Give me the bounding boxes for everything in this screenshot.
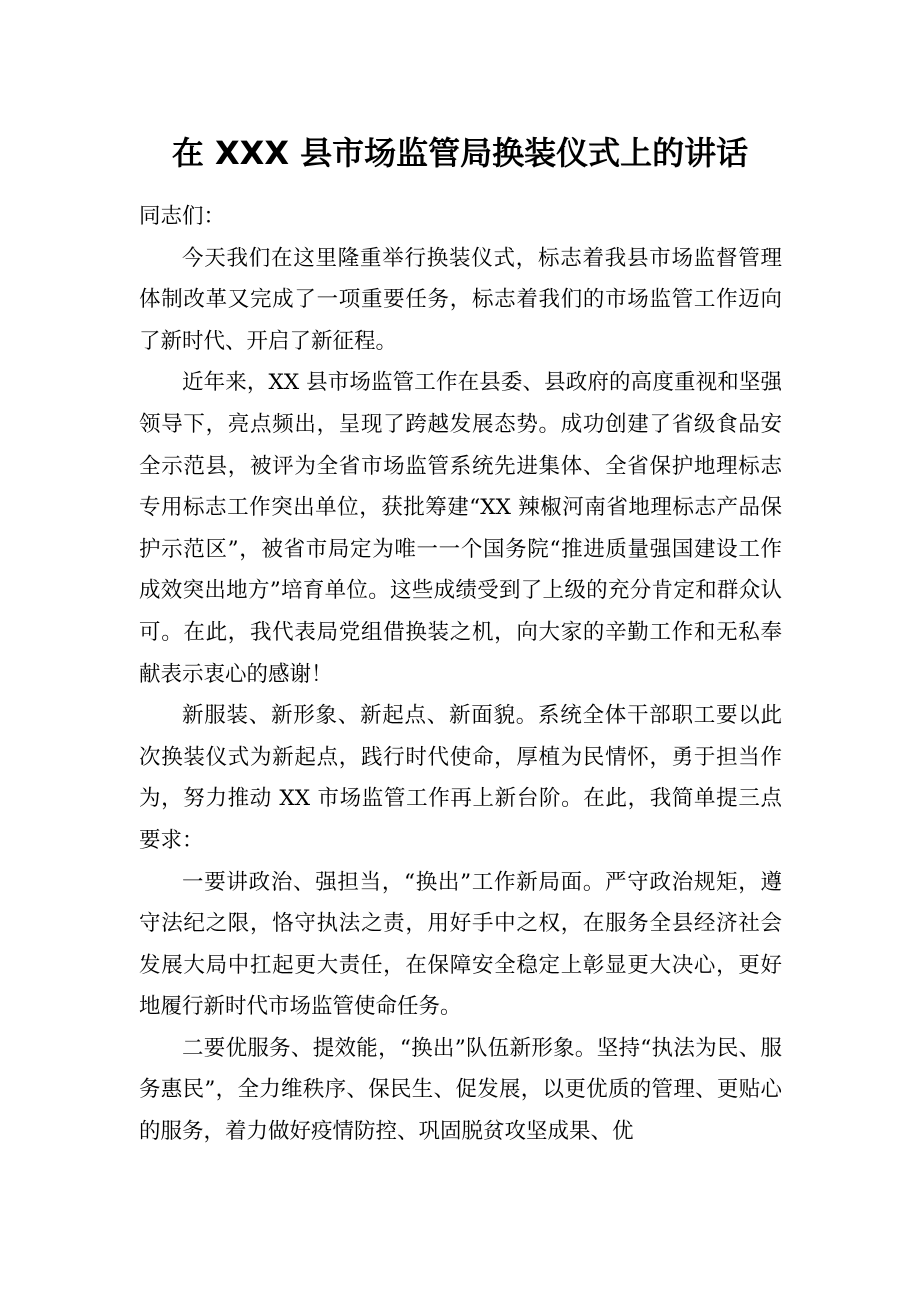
paragraph-5: 二要优服务、提效能，“换出”队伍新形象。坚持“执法为民、服务惠民”，全力维秩序、保民生、促发展，以更优质的管理、更贴心的服务，着力做好疫情防控、巩固脱贫攻坚成果、优 <box>139 1035 782 1145</box>
paragraph-1: 今天我们在这里隆重举行换装仪式，标志着我县市场监督管理体制改革又完成了一项重要任务，标志着我们的市场监管工作迈向了新时代、开启了新征程。 <box>139 245 782 354</box>
paragraph-2: 近年来，XX 县市场监管工作在县委、县政府的高度重视和坚强领导下，亮点频出，呈现了跨越发展态势。成功创建了省级食品安全示范县，被评为全省市场监管系统先进集体、全省保护地理标志专用标志工作突出单位，获批筹建“XX 辣椒河南省地理标志产品保护示范区”，被省市局定为唯一一个国务院“推进质量强国建设工作成效突出地方”培育单位。这些成绩受到了上级的充分肯定和群众认可。在此，我代表局党组借换装之机，向大家的辛勤工作和无私奉献表示衷心的感谢！ <box>139 370 782 687</box>
paragraph-4: 一要讲政治、强担当，“换出”工作新局面。严守政治规矩，遵守法纪之限，恪守执法之责，用好手中之权，在服务全县经济社会发展大局中扛起更大责任，在保障安全稳定上彰显更大决心，更好地履行新时代市场监管使命任务。 <box>139 869 782 1020</box>
salutation: 同志们： <box>139 204 226 229</box>
paragraph-3: 新服装、新形象、新起点、新面貌。系统全体干部职工要以此次换装仪式为新起点，践行时代使命，厚植为民情怀，勇于担当作为，努力推动 XX 市场监管工作再上新台阶。在此，我简单提三点要求： <box>139 703 782 853</box>
document-title: 在 XXX 县市场监管局换装仪式上的讲话 <box>171 134 749 173</box>
document-body <box>139 196 782 1153</box>
